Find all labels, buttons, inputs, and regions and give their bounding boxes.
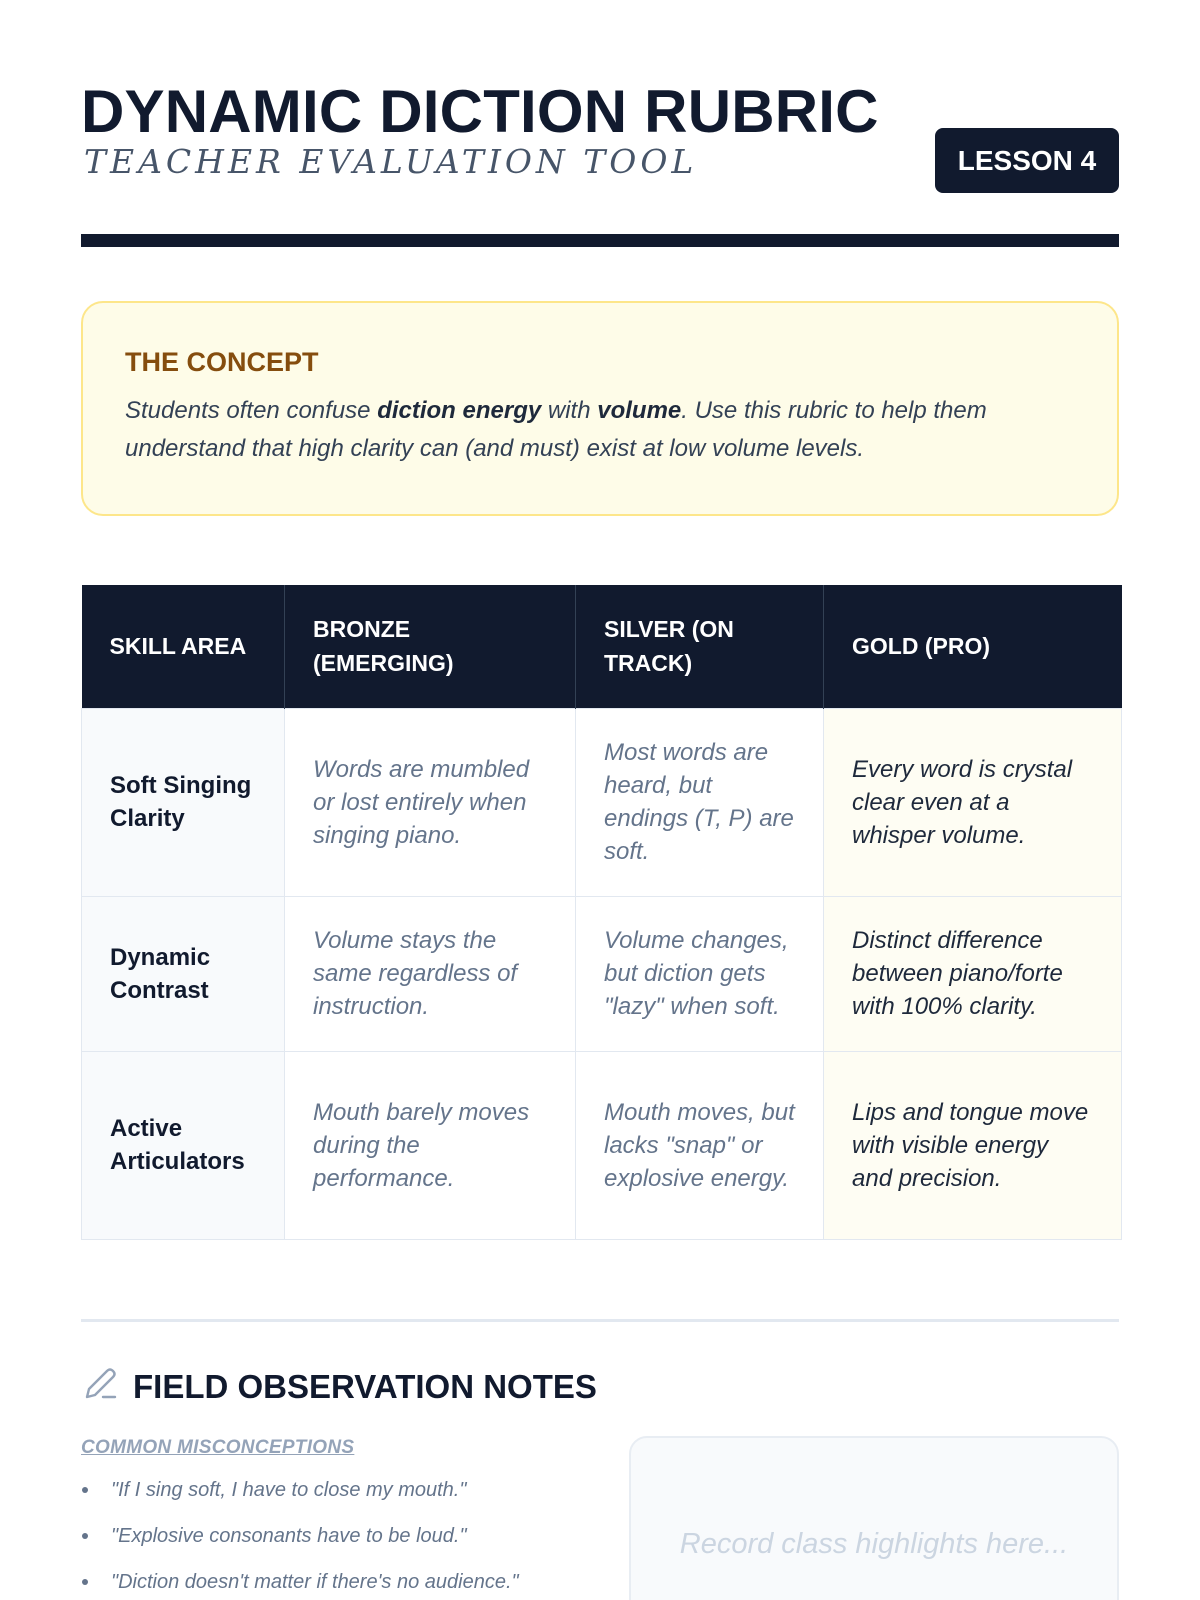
page-header — [81, 78, 1119, 198]
header-gold: GOLD (PRO) — [824, 585, 1122, 708]
lesson-badge: LESSON 4 — [935, 128, 1119, 193]
concept-emphasis-volume: volume — [597, 397, 682, 424]
bronze-cell: Words are mumbled or lost entirely when singing piano. — [285, 708, 576, 896]
rubric-header-row — [82, 585, 1122, 708]
concept-text-part: . Use this rubric to help them understand that high clarity can (and must) exist at low volume levels. — [125, 397, 987, 462]
skill-cell: Active Articulators — [82, 1051, 285, 1239]
misconception-text: "If I sing soft, I have to close my mouth." — [111, 1479, 467, 1501]
list-item — [81, 1521, 601, 1567]
misconceptions-list — [81, 1475, 601, 1600]
gold-cell: Every word is crystal clear even at a whisper volume. — [824, 708, 1122, 896]
header-rule — [81, 234, 1119, 247]
silver-cell: Mouth moves, but lacks "snap" or explosive energy. — [576, 1051, 824, 1239]
concept-title: THE CONCEPT — [125, 347, 319, 377]
table-row — [82, 708, 1122, 896]
section-divider — [81, 1319, 1119, 1322]
header-skill-area: SKILL AREA — [82, 585, 285, 708]
header-silver: SILVER (ON TRACK) — [576, 585, 824, 708]
skill-cell: Dynamic Contrast — [82, 896, 285, 1051]
misconception-text: "Diction doesn't matter if there's no audience." — [111, 1571, 519, 1593]
notes-header — [81, 1365, 597, 1408]
silver-cell: Volume changes, but diction gets "lazy" when soft. — [576, 896, 824, 1051]
concept-callout — [81, 301, 1119, 516]
bronze-cell: Mouth barely moves during the performance. — [285, 1051, 576, 1239]
list-item — [81, 1475, 601, 1521]
header-bronze: BRONZE (EMERGING) — [285, 585, 576, 708]
concept-text-part: Students often confuse — [125, 397, 378, 424]
bronze-cell: Volume stays the same regardless of instruction. — [285, 896, 576, 1051]
pencil-icon — [81, 1365, 119, 1408]
table-row — [82, 1051, 1122, 1239]
silver-cell: Most words are heard, but endings (T, P) are soft. — [576, 708, 824, 896]
page-subtitle: TEACHER EVALUATION TOOL — [84, 142, 698, 181]
page-title: DYNAMIC DICTION RUBRIC — [81, 78, 879, 145]
misconception-text: "Explosive consonants have to be loud." — [111, 1525, 467, 1547]
misconceptions-label: COMMON MISCONCEPTIONS — [81, 1437, 355, 1458]
gold-cell: Lips and tongue move with visible energy and precision. — [824, 1051, 1122, 1239]
list-item — [81, 1567, 601, 1600]
bullet-icon — [82, 1487, 88, 1493]
bullet-icon — [82, 1579, 88, 1585]
gold-cell: Distinct difference between piano/forte with 100% clarity. — [824, 896, 1122, 1051]
record-placeholder: Record class highlights here... — [679, 1528, 1069, 1560]
class-highlights-field[interactable] — [629, 1436, 1119, 1600]
table-row — [82, 896, 1122, 1051]
concept-emphasis-diction-energy: diction energy — [377, 397, 542, 424]
concept-text-part: with — [541, 397, 598, 424]
concept-text — [125, 392, 1075, 468]
skill-cell: Soft Singing Clarity — [82, 708, 285, 896]
notes-title: FIELD OBSERVATION NOTES — [133, 1367, 597, 1405]
rubric-table — [81, 585, 1122, 1240]
bullet-icon — [82, 1533, 88, 1539]
